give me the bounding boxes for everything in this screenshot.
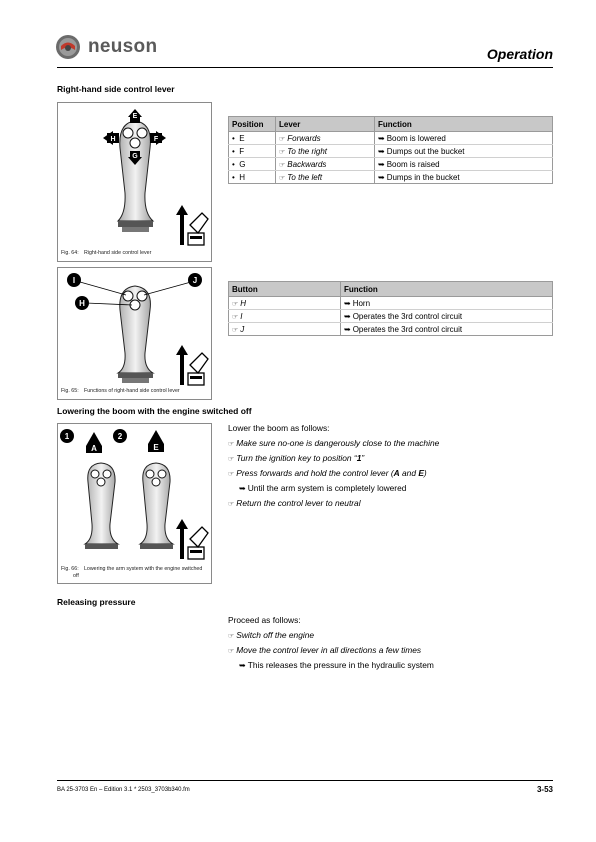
function-cell: ➥ Dumps out the bucket [375, 145, 553, 158]
lowering-step-3: ☞ Press forwards and hold the control lever (A and E) [228, 467, 427, 481]
pointing-hand-icon: ☞ [228, 633, 235, 640]
figure-64 [57, 102, 212, 262]
right-arrow-icon: ➥ [378, 146, 385, 156]
right-arrow-icon: ➥ [344, 324, 351, 334]
fig65-label-j: J [192, 276, 198, 285]
figure-66-caption: Fig. 66: Lowering the arm system with the engine switched off [61, 566, 203, 579]
lowering-step-1: ☞ Make sure no-one is dangerously close to the machine [228, 437, 439, 451]
right-arrow-icon: ➥ [344, 298, 351, 308]
lever-cell: ☞ To the right [276, 145, 375, 158]
lever-buttons-diagram [58, 268, 211, 399]
button-function-table [228, 281, 553, 336]
pointing-hand-icon: ☞ [279, 174, 286, 182]
position-cell: • F [229, 145, 276, 158]
table-row [229, 158, 553, 171]
section-title-right-lever: Right-hand side control lever [57, 84, 175, 94]
pointing-hand-icon: ☞ [232, 326, 239, 334]
lever-cell: ☞ Forwards [276, 132, 375, 145]
function-cell: ➥ Dumps in the bucket [375, 171, 553, 184]
lowering-result: ➥ Until the arm system is completely lowered [239, 483, 407, 493]
table-row [229, 323, 553, 336]
right-arrow-icon: ➥ [239, 484, 246, 493]
lowering-step-2: ☞ Turn the ignition key to position “1” [228, 452, 364, 466]
pressure-step-2: ☞ Move the control lever in all directions a few times [228, 644, 421, 658]
lowering-intro: Lower the boom as follows: [228, 423, 330, 433]
pointing-hand-icon: ☞ [228, 456, 235, 463]
col-function: Function [341, 282, 553, 297]
pressure-result: ➥ This releases the pressure in the hydraulic system [239, 660, 434, 670]
fig66-label-e: E [153, 443, 159, 452]
pointing-hand-icon: ☞ [232, 300, 239, 308]
pointing-hand-icon: ☞ [279, 161, 286, 169]
pressure-step-1: ☞ Switch off the engine [228, 629, 314, 643]
fig64-label-h: H [110, 136, 116, 143]
lever-cell: ☞ To the left [276, 171, 375, 184]
function-cell: ➥ Operates the 3rd control circuit [341, 310, 553, 323]
brand-logo [55, 34, 195, 60]
position-cell: • G [229, 158, 276, 171]
control-lever-diagram [58, 103, 211, 261]
section-title-lowering-boom: Lowering the boom with the engine switched off [57, 406, 252, 416]
button-cell: ☞ H [229, 297, 341, 310]
page-section-title: Operation [486, 46, 553, 62]
table-row [229, 297, 553, 310]
right-arrow-icon: ➥ [344, 311, 351, 321]
right-arrow-icon: ➥ [378, 159, 385, 169]
table-row [229, 145, 553, 158]
fig64-label-f: F [153, 136, 159, 143]
col-lever: Lever [276, 117, 375, 132]
figure-65-caption: Fig. 65: Functions of right-hand side control lever [61, 388, 180, 394]
table-header-row [229, 282, 553, 297]
pointing-hand-icon: ☞ [228, 501, 235, 508]
right-arrow-icon: ➥ [378, 133, 385, 143]
pointing-hand-icon: ☞ [279, 135, 286, 143]
pointing-hand-icon: ☞ [279, 148, 286, 156]
function-cell: ➥ Boom is raised [375, 158, 553, 171]
footer-rule [57, 780, 553, 781]
fig66-label-1: 1 [64, 432, 70, 441]
right-arrow-icon: ➥ [239, 661, 246, 670]
function-cell: ➥ Horn [341, 297, 553, 310]
function-cell: ➥ Boom is lowered [375, 132, 553, 145]
lever-cell: ☞ Backwards [276, 158, 375, 171]
figure-66 [57, 423, 212, 584]
lever-position-table [228, 116, 553, 184]
right-arrow-icon: ➥ [378, 172, 385, 182]
position-cell: • H [229, 171, 276, 184]
table-header-row [229, 117, 553, 132]
figure-65 [57, 267, 212, 400]
pointing-hand-icon: ☞ [228, 648, 235, 655]
fig64-label-g: G [132, 153, 138, 160]
table-row [229, 132, 553, 145]
table-row [229, 171, 553, 184]
fig66-label-2: 2 [117, 432, 123, 441]
fig66-label-a: A [91, 444, 97, 453]
position-cell: • E [229, 132, 276, 145]
header-rule [57, 67, 553, 68]
col-position: Position [229, 117, 276, 132]
pointing-hand-icon: ☞ [228, 471, 235, 478]
table-row [229, 310, 553, 323]
col-button: Button [229, 282, 341, 297]
figure-64-caption: Fig. 64: Right-hand side control lever [61, 250, 152, 256]
fig65-label-i: I [72, 276, 76, 285]
neuson-emblem-icon [55, 34, 81, 60]
pointing-hand-icon: ☞ [228, 441, 235, 448]
page-number: 3-53 [536, 785, 553, 794]
footer-doc-ref: BA 25-3703 En – Edition 3.1 * 2503_3703b340.fm [57, 787, 190, 793]
function-cell: ➥ Operates the 3rd control circuit [341, 323, 553, 336]
col-function: Function [375, 117, 553, 132]
fig64-label-e: E [132, 113, 138, 120]
section-title-releasing-pressure: Releasing pressure [57, 597, 136, 607]
pointing-hand-icon: ☞ [232, 313, 239, 321]
fig65-label-h: H [79, 299, 85, 308]
button-cell: ☞ J [229, 323, 341, 336]
pressure-intro: Proceed as follows: [228, 615, 301, 625]
lowering-boom-diagram [58, 424, 211, 583]
brand-name: neuson [88, 36, 158, 57]
lowering-step-4: ☞ Return the control lever to neutral [228, 497, 361, 511]
button-cell: ☞ I [229, 310, 341, 323]
